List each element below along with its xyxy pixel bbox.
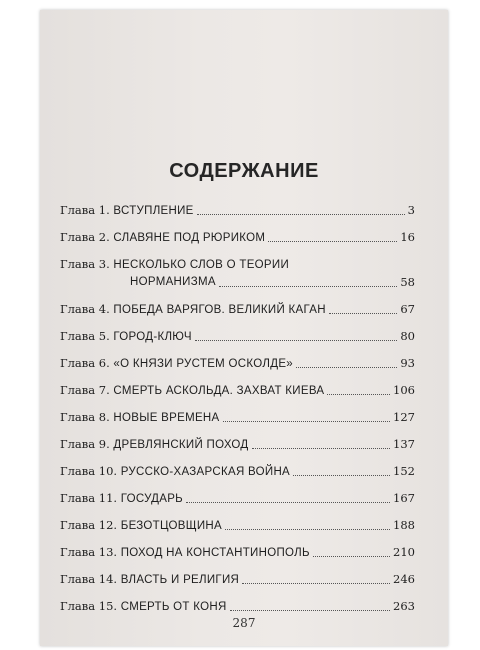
book-page — [40, 10, 448, 646]
toc-entry-4 — [60, 301, 415, 318]
chapter-number: Глава 10. — [60, 464, 118, 478]
chapter-title: ГОРОД-КЛЮЧ — [113, 331, 192, 343]
toc-entry-15 — [60, 598, 415, 615]
toc-entry-label — [60, 301, 326, 318]
page-folio: 287 — [232, 616, 256, 630]
chapter-number: Глава 5. — [60, 329, 110, 343]
page-number: 263 — [393, 599, 415, 613]
chapter-number: Глава 7. — [60, 383, 110, 397]
chapter-title: ДРЕВЛЯНСКИЙ ПОХОД — [113, 439, 249, 451]
dot-leader — [186, 490, 390, 503]
toc-entry-3 — [60, 256, 415, 291]
toc-entry-10 — [60, 463, 415, 480]
chapter-number: Глава 6. — [60, 356, 110, 370]
chapter-number: Глава 9. — [60, 437, 110, 451]
toc-entry-label — [60, 544, 310, 561]
chapter-title: НЕСКОЛЬКО СЛОВ О ТЕОРИИ — [113, 259, 290, 271]
toc-entry-11 — [60, 490, 415, 507]
dot-leader — [313, 544, 390, 557]
dot-leader — [219, 274, 398, 287]
toc-entry-label — [60, 355, 293, 372]
toc-entry-7 — [60, 382, 415, 399]
toc-entry-14 — [60, 571, 415, 588]
chapter-title: ПОХОД НА КОНСТАНТИНОПОЛЬ — [120, 547, 310, 559]
toc-entry-9 — [60, 436, 415, 453]
dot-leader — [225, 517, 390, 530]
dot-leader — [242, 571, 390, 584]
dot-leader — [197, 202, 405, 215]
chapter-number: Глава 8. — [60, 410, 110, 424]
page-number: 58 — [400, 275, 415, 289]
dot-leader — [296, 355, 397, 368]
toc-entry-label — [60, 382, 324, 399]
chapter-number: Глава 4. — [60, 302, 110, 316]
chapter-title: ВСТУПЛЕНИЕ — [113, 205, 194, 217]
dot-leader — [293, 463, 390, 476]
page-number: 80 — [400, 329, 415, 343]
page-number: 93 — [400, 356, 415, 370]
dot-leader — [327, 382, 390, 395]
toc-entry-label — [60, 436, 249, 453]
toc-entry-label — [60, 598, 227, 615]
toc-entry-1 — [60, 202, 415, 219]
page-number: 137 — [393, 437, 415, 451]
dot-leader — [195, 328, 398, 341]
toc-entry-6 — [60, 355, 415, 372]
chapter-title: РУССКО-ХАЗАРСКАЯ ВОЙНА — [120, 466, 291, 478]
page-number: 210 — [393, 545, 415, 559]
chapter-number: Глава 11. — [60, 491, 118, 505]
chapter-title: «О КНЯЗИ РУСТЕМ ОСКОЛДЕ» — [113, 358, 293, 370]
toc-entry-label — [60, 202, 194, 219]
chapter-number: Глава 15. — [60, 599, 118, 613]
chapter-number: Глава 12. — [60, 518, 118, 532]
chapter-number: Глава 3. — [60, 257, 110, 271]
toc-entry-label — [60, 517, 222, 534]
chapter-title: СМЕРТЬ АСКОЛЬДА. ЗАХВАТ КИЕВА — [113, 385, 325, 397]
toc-entry-2 — [60, 229, 415, 246]
page-number: 127 — [393, 410, 415, 424]
chapter-title: НОВЫЕ ВРЕМЕНА — [113, 412, 220, 424]
dot-leader — [252, 436, 391, 449]
page-number: 3 — [407, 203, 415, 217]
dot-leader — [268, 229, 397, 242]
toc-entry-12 — [60, 517, 415, 534]
page-number: 16 — [400, 230, 415, 244]
chapter-number: Глава 1. — [60, 203, 110, 217]
page-number: 152 — [393, 464, 415, 478]
dot-leader — [223, 409, 391, 422]
chapter-title: БЕЗОТЦОВЩИНА — [120, 520, 222, 532]
page-number: 106 — [393, 383, 415, 397]
toc-entry-label — [60, 571, 239, 588]
toc-entry-label — [60, 328, 192, 345]
chapter-title: ПОБЕДА ВАРЯГОВ. ВЕЛИКИЙ КАГАН — [113, 304, 326, 316]
dot-leader — [230, 598, 390, 611]
page-number: 246 — [393, 572, 415, 586]
toc-entry-5 — [60, 328, 415, 345]
toc-entry-label — [60, 409, 220, 426]
chapter-number: Глава 14. — [60, 572, 118, 586]
chapter-number: Глава 13. — [60, 545, 118, 559]
dot-leader — [329, 301, 398, 314]
page-number: 67 — [400, 302, 415, 316]
chapter-number: Глава 2. — [60, 230, 110, 244]
toc-entry-13 — [60, 544, 415, 561]
page-number: 188 — [393, 518, 415, 532]
toc-entry-label — [60, 490, 183, 507]
page-number: 167 — [393, 491, 415, 505]
chapter-title: ВЛАСТЬ И РЕЛИГИЯ — [120, 574, 240, 586]
chapter-title-continued: НОРМАНИЗМА — [130, 276, 216, 288]
toc-entry-label — [60, 229, 265, 246]
table-of-contents — [60, 202, 415, 615]
toc-entry-label — [60, 256, 289, 274]
chapter-title: СЛАВЯНЕ ПОД РЮРИКОМ — [113, 232, 266, 244]
chapter-title: ГОСУДАРЬ — [120, 493, 184, 505]
chapter-title: СМЕРТЬ ОТ КОНЯ — [120, 601, 227, 613]
toc-entry-label — [60, 463, 290, 480]
contents-heading: СОДЕРЖАНИЕ — [169, 160, 319, 182]
toc-entry-8 — [60, 409, 415, 426]
